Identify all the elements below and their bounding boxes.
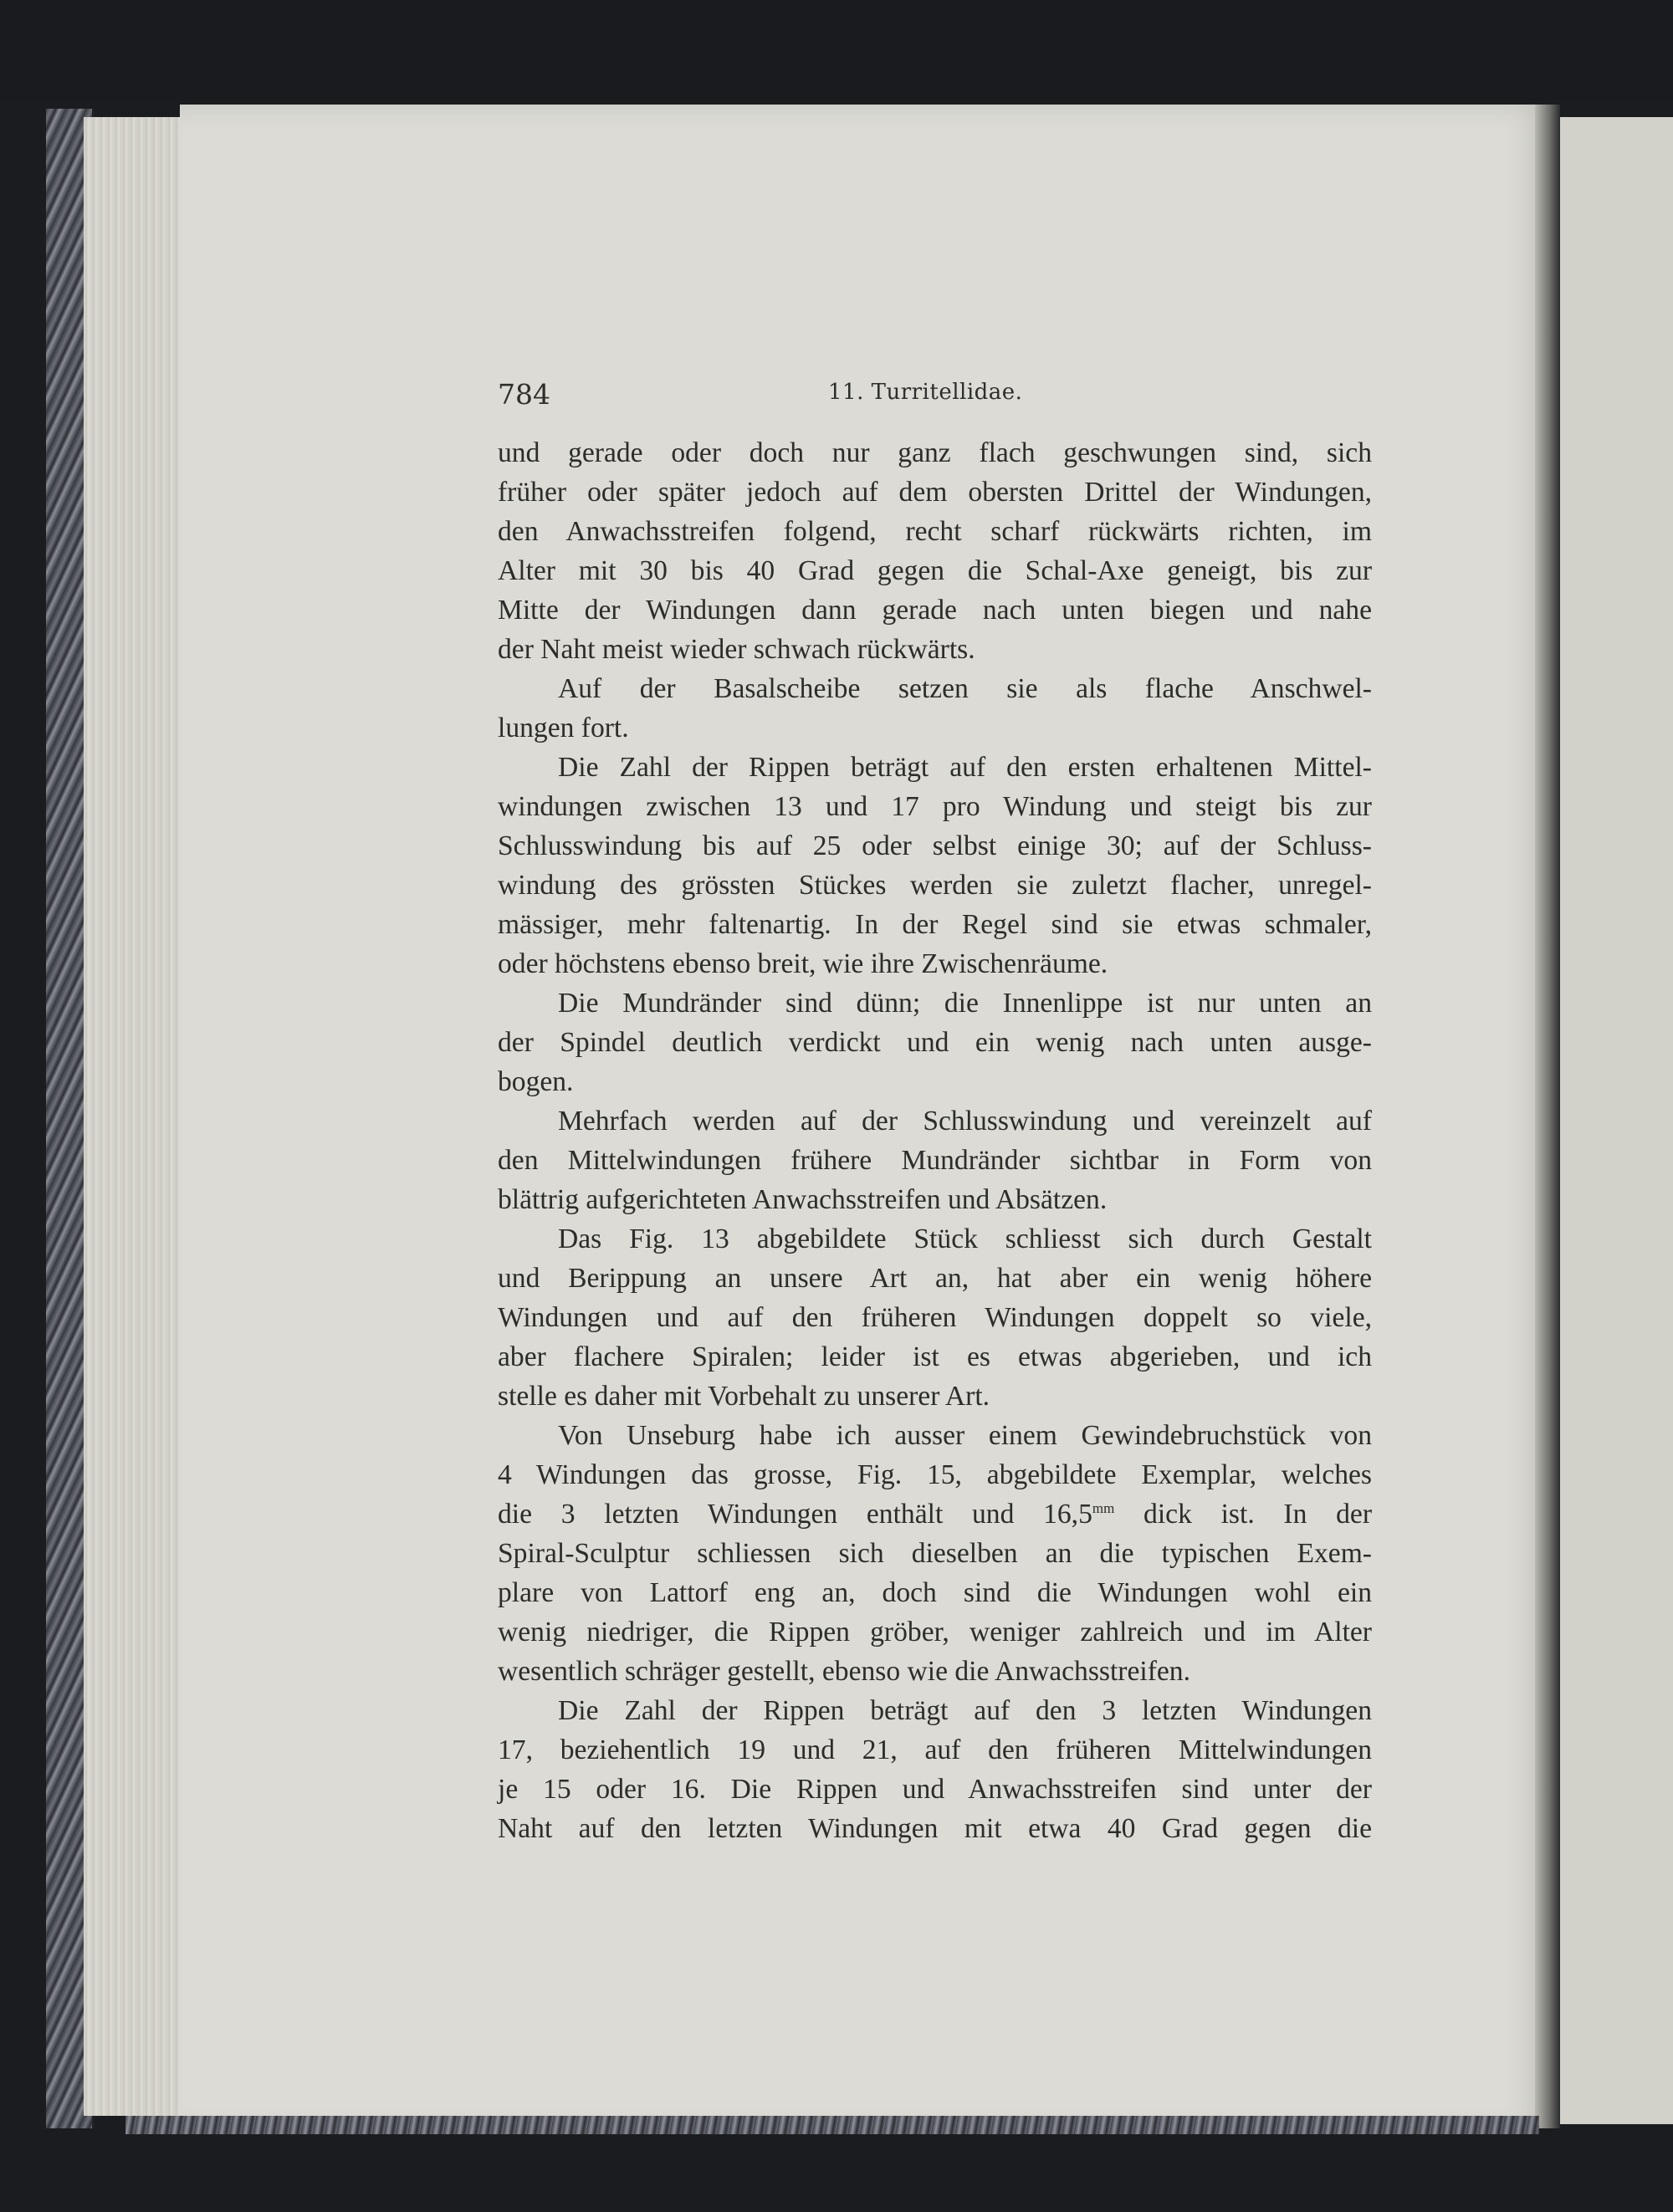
text-line: Mitte der Windungen dann gerade nach unten biegen und nahe — [498, 595, 1372, 626]
page-header — [498, 378, 1372, 420]
text-line: Auf der Basalscheibe setzen sie als flache Anschwel- — [558, 673, 1372, 704]
text-line: Mehrfach werden auf der Schlusswindung und vereinzelt auf — [558, 1106, 1372, 1137]
text-line: Die Zahl der Rippen beträgt auf den ersten erhaltenen Mittel- — [558, 752, 1372, 783]
text-line: Von Unseburg habe ich ausser einem Gewindebruchstück von — [558, 1420, 1372, 1451]
scan-background-top — [0, 0, 1673, 100]
page-edges — [84, 117, 184, 2116]
text-line: Spiral-Sculptur schliessen sich dieselben an die typischen Exem- — [498, 1538, 1372, 1569]
text-line: mässiger, mehr faltenartig. In der Regel sind sie etwas schmaler, — [498, 909, 1372, 940]
text-fragment: die 3 letzten Windungen enthält und 16,5 — [498, 1499, 1092, 1530]
text-line: Die Mundränder sind dünn; die Innenlippe ist nur unten an — [558, 988, 1372, 1019]
running-title: 11. Turritellidae. — [828, 380, 1023, 405]
text-line: Schlusswindung bis auf 25 oder selbst einige 30; auf der Schluss- — [498, 830, 1372, 861]
text-line: stelle es daher mit Vorbehalt zu unserer Art. — [498, 1381, 990, 1412]
text-line: lungen fort. — [498, 713, 629, 743]
text-line: bogen. — [498, 1066, 574, 1097]
scan-background-bottom — [0, 2128, 1673, 2212]
text-line: aber flachere Spiralen; leider ist es etwas abgerieben, und ich — [498, 1341, 1372, 1372]
text-line: früher oder später jedoch auf dem obersten Drittel der Windungen, — [498, 477, 1372, 508]
text-line: der Spindel deutlich verdickt und ein wenig nach unten ausge- — [498, 1027, 1372, 1058]
text-line: den Anwachsstreifen folgend, recht scharf rückwärts richten, im — [498, 516, 1372, 547]
text-line: windung des grössten Stückes werden sie zuletzt flacher, unregel- — [498, 870, 1372, 901]
page-number: 784 — [498, 378, 550, 411]
body-text — [498, 433, 1372, 1848]
text-line: und Berippung an unsere Art an, hat aber ein wenig höhere — [498, 1263, 1372, 1294]
unit-superscript: mm — [1092, 1499, 1115, 1516]
text-line: Das Fig. 13 abgebildete Stück schliesst sich durch Gestalt — [558, 1223, 1372, 1254]
text-line: blättrig aufgerichteten Anwachsstreifen und Absätzen. — [498, 1184, 1108, 1215]
text-line: windungen zwischen 13 und 17 pro Windung und steigt bis zur — [498, 791, 1372, 822]
text-line: Naht auf den letzten Windungen mit etwa 40 Grad gegen die — [498, 1813, 1372, 1844]
text-line: je 15 oder 16. Die Rippen und Anwachsstreifen sind unter der — [498, 1774, 1372, 1805]
text-line: den Mittelwindungen frühere Mundränder sichtbar in Form von — [498, 1145, 1372, 1176]
marbled-bottom-edge — [125, 2116, 1539, 2134]
text-line: Alter mit 30 bis 40 Grad gegen die Schal-Axe geneigt, bis zur — [498, 555, 1372, 586]
text-line: der Naht meist wieder schwach rückwärts. — [498, 634, 975, 665]
text-line: Windungen und auf den früheren Windungen doppelt so viele, — [498, 1302, 1372, 1333]
text-line: und gerade oder doch nur ganz flach geschwungen sind, sich — [498, 437, 1372, 468]
text-line: Die Zahl der Rippen beträgt auf den 3 letzten Windungen — [558, 1695, 1372, 1726]
text-line — [498, 1494, 1372, 1534]
text-line: plare von Lattorf eng an, doch sind die Windungen wohl ein — [498, 1577, 1372, 1608]
text-line: 4 Windungen das grosse, Fig. 15, abgebildete Exemplar, welches — [498, 1459, 1372, 1490]
text-line: wesentlich schräger gestellt, ebenso wie die Anwachsstreifen. — [498, 1656, 1190, 1687]
text-line: oder höchstens ebenso breit, wie ihre Zwischenräume. — [498, 948, 1108, 979]
text-line: wenig niedriger, die Rippen gröber, weniger zahlreich und im Alter — [498, 1617, 1372, 1648]
book-gutter — [1535, 105, 1560, 2133]
facing-page-edge — [1560, 117, 1673, 2124]
text-fragment: dick ist. In der — [1114, 1499, 1373, 1530]
text-line: 17, beziehentlich 19 und 21, auf den früheren Mittelwindungen — [498, 1734, 1372, 1765]
